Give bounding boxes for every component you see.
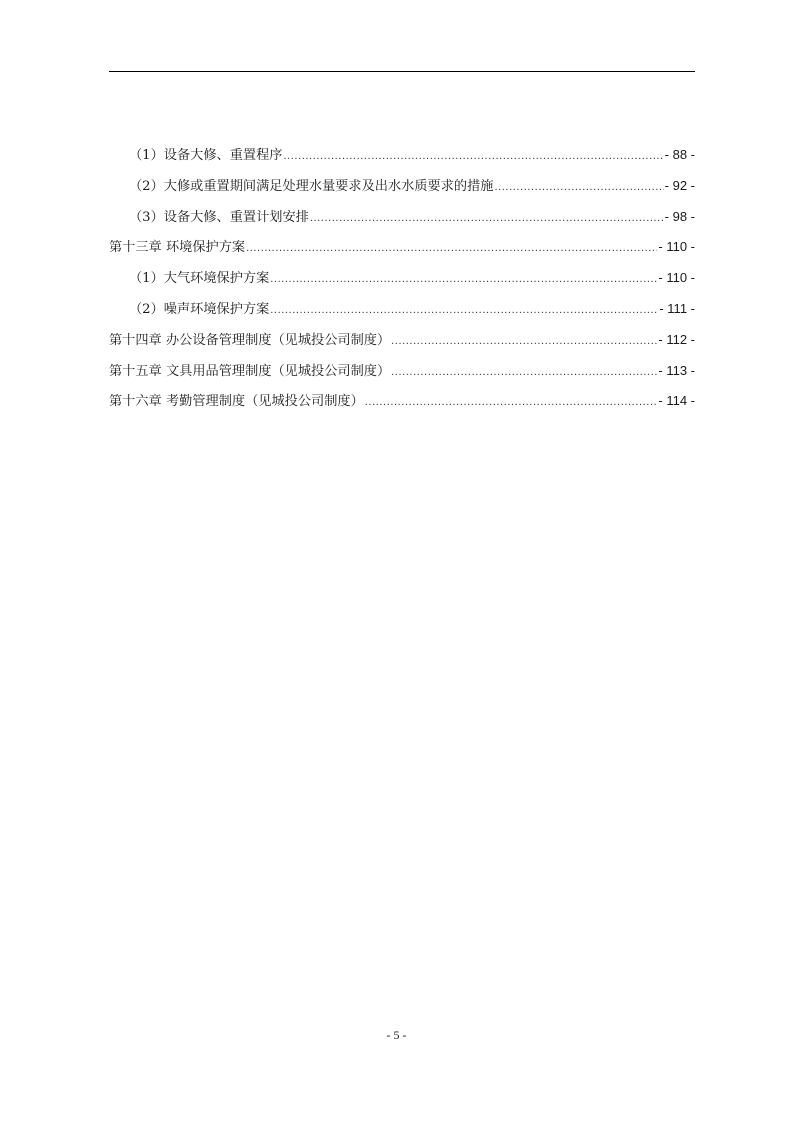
toc-entry-title: （2）大修或重置期间满足处理水量要求及出水水质要求的措施 xyxy=(129,178,494,194)
toc-entry-title: 第十六章 考勤管理制度（见城投公司制度） xyxy=(109,394,364,410)
header-rule xyxy=(109,71,695,72)
toc-entry-page: - 110 - xyxy=(658,270,695,286)
toc-dot-leader xyxy=(391,366,657,378)
toc-entry-title: （3）设备大修、重置计划安排 xyxy=(129,209,309,225)
toc-entry-title: 第十四章 办公设备管理制度（见城投公司制度） xyxy=(109,332,391,348)
page-number: - 5 - xyxy=(386,1028,407,1042)
toc-entry-page: - 113 - xyxy=(658,362,695,378)
toc-dot-leader xyxy=(270,273,657,285)
toc-dot-leader xyxy=(270,304,658,316)
toc-dot-leader xyxy=(391,335,657,347)
toc-entry-page: - 111 - xyxy=(659,300,695,316)
toc-dot-leader xyxy=(310,212,664,224)
toc-dot-leader xyxy=(283,150,663,162)
toc-entry-title: （1）设备大修、重置程序 xyxy=(129,148,283,163)
toc-entry-title: （2）噪声环境保护方案 xyxy=(129,301,270,317)
toc-entry-page: - 92 - xyxy=(664,177,695,193)
toc-entry[interactable] xyxy=(109,206,695,237)
toc-entry[interactable] xyxy=(109,390,695,421)
toc-dot-leader xyxy=(365,396,658,408)
toc-entry[interactable] xyxy=(109,360,695,391)
toc-entry-title: 第十三章 环境保护方案 xyxy=(109,240,246,256)
toc-entry-page: - 114 - xyxy=(658,393,695,409)
toc-dot-leader xyxy=(494,181,663,193)
toc-entry-page: - 110 - xyxy=(658,239,695,255)
toc-entry-page: - 112 - xyxy=(658,331,695,347)
toc-entry[interactable] xyxy=(109,175,695,206)
toc-entry[interactable] xyxy=(109,267,695,298)
toc-entry-title: 第十五章 文具用品管理制度（见城投公司制度） xyxy=(109,363,391,379)
toc-entry[interactable] xyxy=(109,144,695,175)
toc-dot-leader xyxy=(246,242,657,254)
toc-entry-title: （1）大气环境保护方案 xyxy=(129,271,270,287)
table-of-contents xyxy=(109,144,695,421)
toc-entry-page: - 98 - xyxy=(664,208,695,224)
toc-entry[interactable] xyxy=(109,236,695,267)
toc-entry[interactable] xyxy=(109,329,695,360)
toc-entry-page: - 88 - xyxy=(664,147,695,162)
toc-entry[interactable] xyxy=(109,298,695,329)
